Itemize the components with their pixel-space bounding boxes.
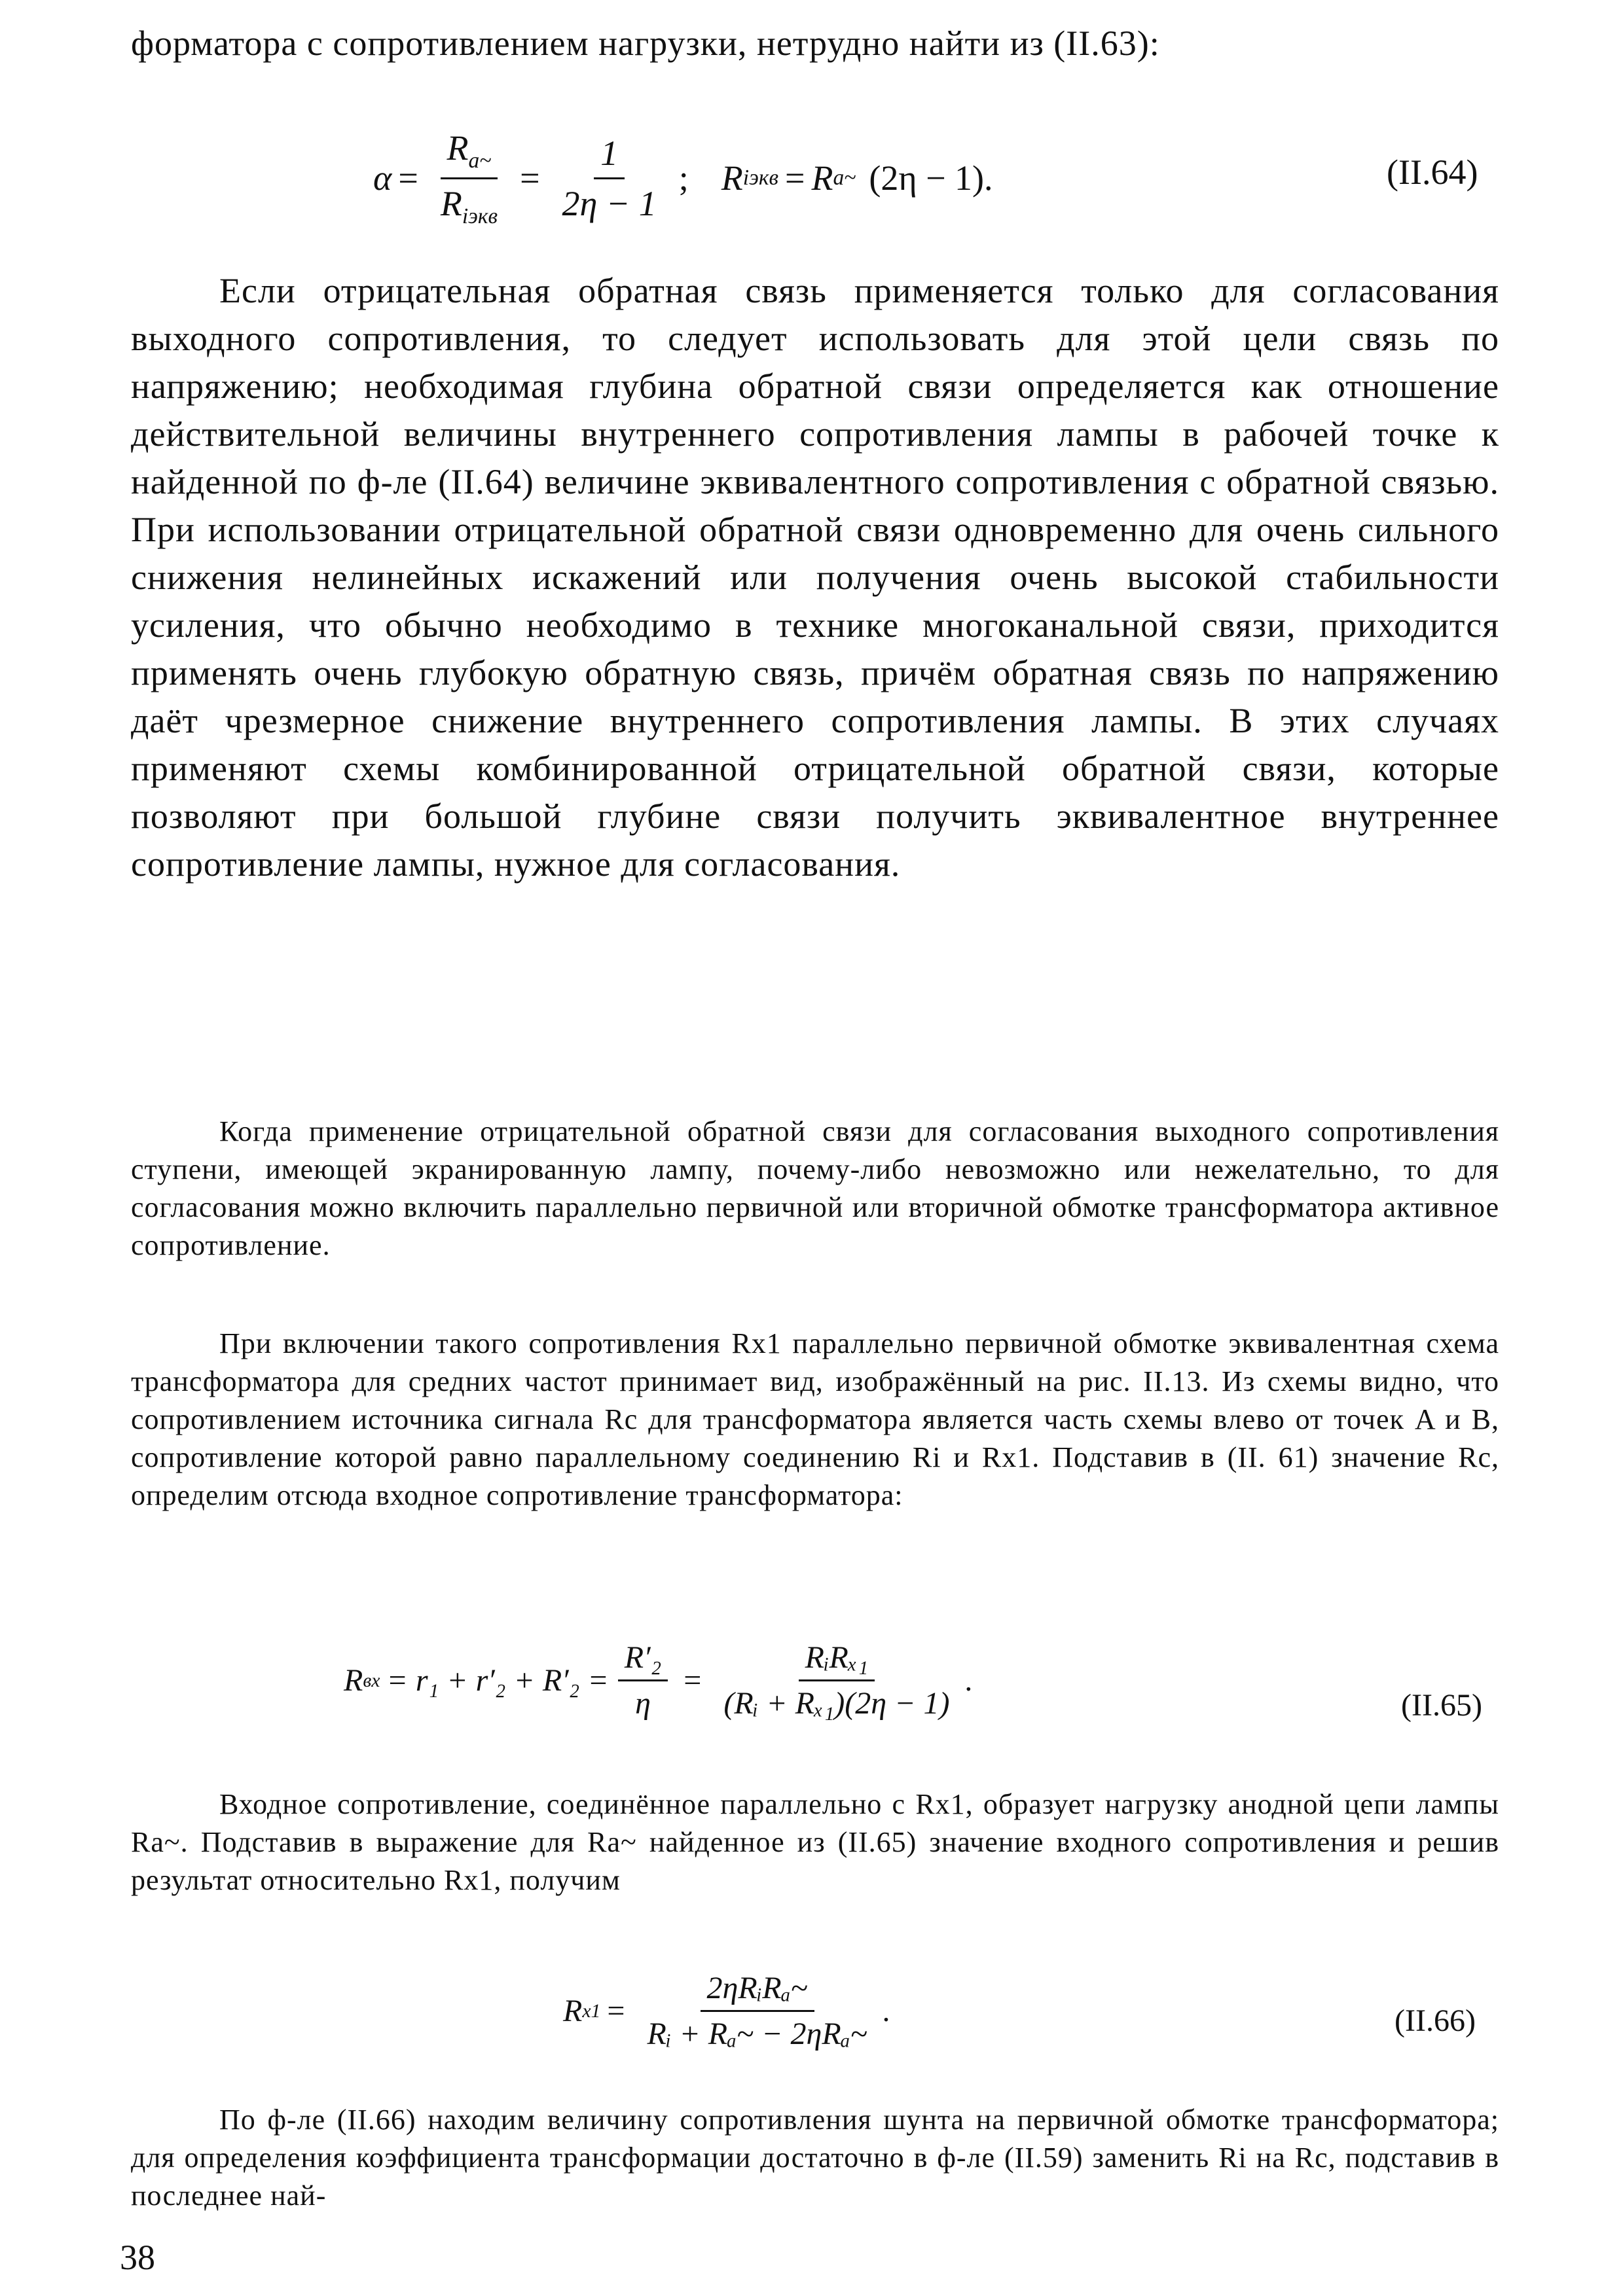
eq65-fraction-2 [717, 1640, 956, 1721]
eq65-frac2-num: RᵢRₓ₁ [799, 1640, 875, 1681]
eq65-frac2-den: (Rᵢ + Rₓ₁)(2η − 1) [723, 1686, 950, 1721]
eq65-frac1-num: R′₂ [618, 1640, 668, 1681]
paragraph-4: Входное сопротивление, соединённое параллельно с Rx1, образует нагрузку анодной цепи лампы Ra~. Подставив в выражение для Ra~ найденное из (II.65) значение входного сопротивления и решив результат относительно Rx1, получим [131, 1788, 1499, 1896]
equation-II-65 [344, 1640, 973, 1721]
eq64-frac2-num: 1 [594, 133, 625, 179]
eq64-fraction-2 [556, 133, 663, 224]
eq65-tail: . [965, 1663, 974, 1698]
eq64-eqsign-2: = [520, 158, 540, 198]
equation-number-II-64: (II.64) [1387, 152, 1478, 192]
eq64-eqsign-3: = [785, 158, 805, 198]
eq64-rhs-lhs-sub: iэкв [742, 166, 779, 190]
eq65-terms: = r₁ + r′₂ + R′₂ = [386, 1663, 609, 1698]
eq66-tail: . [883, 1994, 891, 2028]
eq64-frac1-num-sub: a~ [468, 148, 492, 173]
eq64-rhs-r-sub: a~ [833, 166, 856, 190]
equation-II-64 [373, 128, 993, 229]
eq65-eqsign: = [684, 1663, 702, 1698]
paragraph-5: По ф-ле (II.66) находим величину сопротивления шунта на первичной обмотке трансформатора; для определения коэффициента трансформации достаточно в ф-ле (II.59) заменить Ri на Rc, подставив в последнее най- [131, 2104, 1499, 2212]
eq65-fraction-1 [618, 1640, 668, 1721]
eq64-frac2-den: 2η − 1 [562, 183, 657, 223]
eq65-lhs: R [344, 1663, 363, 1698]
eq64-alpha: α [373, 158, 392, 198]
eq64-fraction-1 [434, 128, 504, 229]
eq66-lhs-sub: x1 [582, 2000, 601, 2022]
equation-II-66 [563, 1970, 891, 2052]
eq66-frac-num: 2ηRᵢRₐ~ [701, 1970, 814, 2012]
equation-number-II-66: (II.66) [1395, 2003, 1476, 2038]
page-number: 38 [120, 2238, 155, 2277]
paragraph-1: Если отрицательная обратная связь применяется только для согласования выходного сопротивления, то следует использовать для этой цели связь по напряжению; необходимая глубина обратной связи определяется как отношение действительной величины внутреннего сопротивления лампы в рабочей точке к найденной по ф-ле (II.64) величине эквивалентного сопротивления с обратной связью. При использовании отрицательной обратной связи одновременно для очень сильного снижения нелинейных искажений или получения очень высокой стабильности усиления, что обычно необходимо в технике многоканальной связи, приходится применять очень глубокую обратную связь, причём обратная связь по напряжению даёт чрезмерное снижение внутреннего сопротивления лампы. В этих случаях применяют схемы комбинированной отрицательной обратной связи, которые позволяют при большой глубине связи получить эквивалентное внутреннее сопротивление лампы, нужное для согласования. [131, 271, 1499, 884]
paragraph-3: При включении такого сопротивления Rx1 параллельно первичной обмотке эквивалентная схема трансформатора для средних частот принимает вид, изображённый на рис. II.13. Из схемы видно, что сопротивлением источника сигнала Rc для трансформатора является часть схемы влево от точек A и B, сопротивление которой равно параллельному соединению Ri и Rx1. Подставив в (II. 61) значение Rc, определим отсюда входное сопротивление трансформатора: [131, 1327, 1499, 1511]
eq64-separator: ; [678, 158, 689, 198]
eq66-frac-den: Rᵢ + Rₐ~ − 2ηRₐ~ [647, 2017, 867, 2051]
eq64-rhs-tail: (2η − 1). [869, 158, 993, 198]
intro-text: форматора с сопротивлением нагрузки, нетрудно найти из (II.63): [131, 24, 1160, 63]
equation-number-II-65: (II.65) [1401, 1688, 1482, 1723]
eq65-frac1-den: η [635, 1686, 651, 1721]
eq64-eqsign-1: = [398, 158, 418, 198]
eq66-lhs: R [563, 1994, 583, 2028]
eq64-frac1-den-sub: iэкв [462, 204, 498, 228]
eq64-frac1-num: R [447, 128, 469, 168]
eq66-eqsign: = [607, 1994, 625, 2028]
eq64-rhs-r: R [811, 158, 833, 198]
eq66-fraction [641, 1970, 874, 2052]
eq65-lhs-sub: вх [363, 1669, 380, 1691]
eq64-frac1-den: R [440, 183, 462, 223]
eq64-rhs-lhs: R [721, 158, 743, 198]
paragraph-2: Когда применение отрицательной обратной связи для согласования выходного сопротивления ступени, имеющей экранированную лампу, почему-либо невозможно или нежелательно, то для согласования можно включить параллельно первичной или вторичной обмотке трансформатора активное сопротивление. [131, 1115, 1499, 1261]
